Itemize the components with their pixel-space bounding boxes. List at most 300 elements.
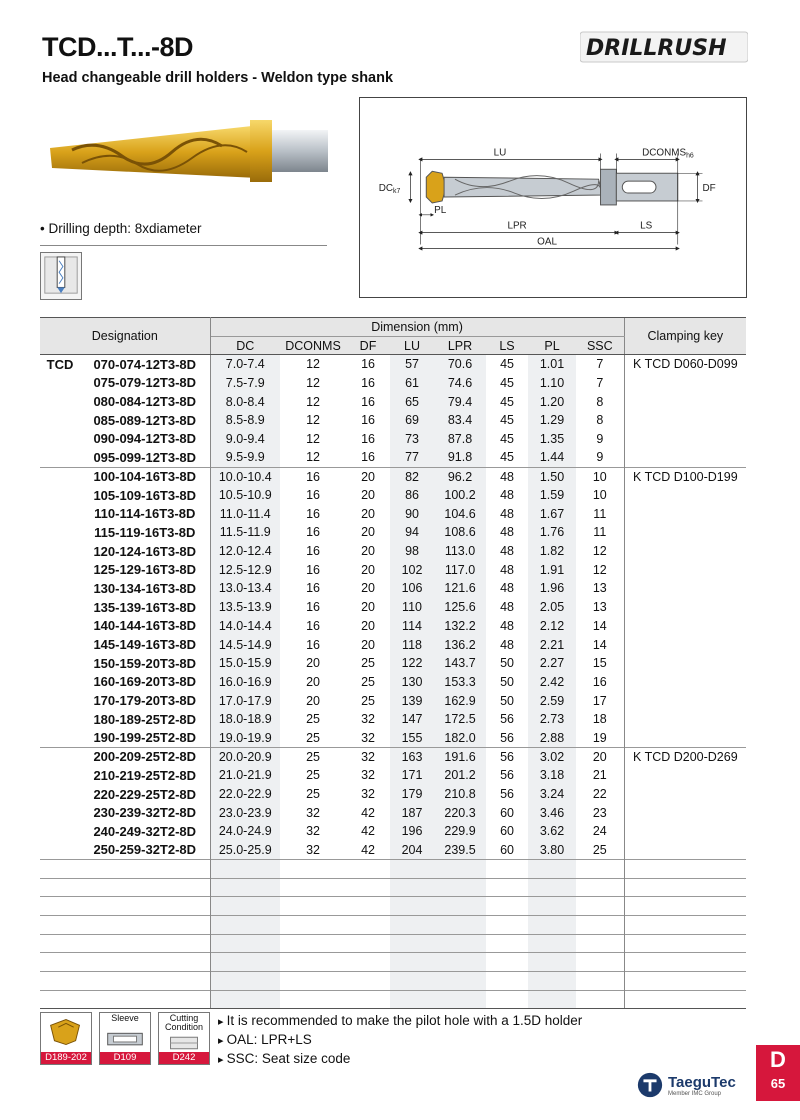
df-cell: 16 <box>361 431 375 446</box>
table-row <box>40 617 746 636</box>
designation-prefix <box>40 691 80 710</box>
lpr-cell: 182.0 <box>434 729 486 748</box>
designation-prefix <box>40 486 80 505</box>
label-lpr: LPR <box>507 220 527 232</box>
pl-cell: 3.24 <box>528 785 576 804</box>
designation-prefix <box>40 785 80 804</box>
clamping-key-cell <box>624 411 746 430</box>
lpr-cell: 153.3 <box>434 673 486 692</box>
lu-cell: 171 <box>390 766 434 785</box>
dconms-cell: 16 <box>306 618 320 633</box>
dc-cell: 20.0-20.9 <box>210 747 280 766</box>
table-row <box>40 504 746 523</box>
clamping-key-cell <box>624 504 746 523</box>
lpr-cell: 210.8 <box>434 785 486 804</box>
lu-cell: 147 <box>390 710 434 729</box>
lpr-cell: 172.5 <box>434 710 486 729</box>
lu-cell: 86 <box>390 486 434 505</box>
lu-cell: 139 <box>390 691 434 710</box>
header-dimension: Dimension (mm) <box>210 318 624 337</box>
pl-cell: 2.59 <box>528 691 576 710</box>
dconms-cell: 12 <box>306 357 320 372</box>
dc-cell: 18.0-18.9 <box>210 710 280 729</box>
note-item: ▸ SSC: Seat size code <box>218 1050 582 1069</box>
clamping-key-cell <box>624 617 746 636</box>
lpr-cell: 143.7 <box>434 654 486 673</box>
drill-head-icon[interactable]: D189-202 <box>40 1012 92 1065</box>
clamping-key-cell <box>624 448 746 467</box>
lpr-cell: 191.6 <box>434 747 486 766</box>
header-clamping-key: Clamping key <box>624 318 746 355</box>
designation-prefix <box>40 448 80 467</box>
cutting-condition-icon[interactable]: Cutting Condition D242 <box>158 1012 210 1065</box>
ls-cell: 45 <box>500 413 514 428</box>
page-tab <box>756 1045 800 1101</box>
ls-cell: 56 <box>500 730 514 745</box>
designation-prefix <box>40 841 80 860</box>
dc-cell: 8.5-8.9 <box>210 411 280 430</box>
pl-cell: 2.42 <box>528 673 576 692</box>
dimension-diagram <box>359 97 747 298</box>
df-cell: 16 <box>361 357 375 372</box>
designation-cell: 095-099-12T3-8D <box>80 448 210 467</box>
pl-cell: 1.44 <box>528 448 576 467</box>
df-cell: 42 <box>361 842 375 857</box>
table-row <box>40 766 746 785</box>
lpr-cell: 96.2 <box>434 467 486 486</box>
df-cell: 20 <box>361 544 375 559</box>
designation-cell: 110-114-16T3-8D <box>80 504 210 523</box>
lu-cell: 94 <box>390 523 434 542</box>
dconms-cell: 16 <box>306 581 320 596</box>
dc-cell: 10.5-10.9 <box>210 486 280 505</box>
ls-cell: 56 <box>500 768 514 783</box>
lu-cell: 102 <box>390 560 434 579</box>
lu-cell: 118 <box>390 635 434 654</box>
ls-cell: 48 <box>500 637 514 652</box>
dc-cell: 9.5-9.9 <box>210 448 280 467</box>
designation-cell: 115-119-16T3-8D <box>80 523 210 542</box>
table-row <box>40 430 746 449</box>
dc-cell: 7.0-7.4 <box>210 355 280 374</box>
ls-cell: 50 <box>500 656 514 671</box>
lu-cell: 57 <box>390 355 434 374</box>
clamping-key-cell <box>624 691 746 710</box>
ls-cell: 50 <box>500 693 514 708</box>
drill-holder-image <box>42 108 332 203</box>
pl-cell: 1.29 <box>528 411 576 430</box>
clamping-key-cell <box>624 542 746 561</box>
lpr-cell: 239.5 <box>434 841 486 860</box>
table-row <box>40 729 746 748</box>
ssc-cell: 21 <box>592 768 607 783</box>
dc-cell: 17.0-17.9 <box>210 691 280 710</box>
clamping-key-cell <box>624 841 746 860</box>
dconms-cell: 20 <box>306 656 320 671</box>
lu-cell: 187 <box>390 803 434 822</box>
ssc-cell: 14 <box>592 618 607 633</box>
table-row <box>40 523 746 542</box>
dc-cell: 23.0-23.9 <box>210 803 280 822</box>
designation-cell: 100-104-16T3-8D <box>80 467 210 486</box>
designation-prefix <box>40 803 80 822</box>
ssc-cell: 15 <box>592 656 607 671</box>
df-cell: 20 <box>346 467 390 486</box>
ls-cell: 48 <box>486 467 528 486</box>
clamping-key-cell <box>624 523 746 542</box>
dconms-cell: 16 <box>306 525 320 540</box>
ls-cell: 48 <box>500 581 514 596</box>
designation-prefix <box>40 729 80 748</box>
dconms-cell: 25 <box>306 730 320 745</box>
dc-cell: 12.0-12.4 <box>210 542 280 561</box>
designation-cell: 085-089-12T3-8D <box>80 411 210 430</box>
dconms-cell: 16 <box>306 544 320 559</box>
table-row <box>40 841 746 860</box>
df-cell: 16 <box>361 450 375 465</box>
dc-cell: 8.0-8.4 <box>210 392 280 411</box>
dc-cell: 13.0-13.4 <box>210 579 280 598</box>
df-cell: 20 <box>361 618 375 633</box>
dc-cell: 12.5-12.9 <box>210 560 280 579</box>
lu-cell: 65 <box>390 392 434 411</box>
clamping-key-cell <box>624 486 746 505</box>
dc-cell: 14.0-14.4 <box>210 617 280 636</box>
lu-cell: 122 <box>390 654 434 673</box>
pl-cell: 1.35 <box>528 430 576 449</box>
designation-cell: 180-189-25T2-8D <box>80 710 210 729</box>
dconms-cell: 16 <box>306 600 320 615</box>
clamping-key-cell <box>624 729 746 748</box>
label-pl: PL <box>434 204 447 216</box>
pl-cell: 2.27 <box>528 654 576 673</box>
ls-cell: 48 <box>500 544 514 559</box>
df-cell: 16 <box>361 375 375 390</box>
ls-cell: 45 <box>500 394 514 409</box>
designation-prefix: TCD <box>46 356 74 372</box>
label-oal: OAL <box>537 236 557 248</box>
table-row <box>40 355 746 374</box>
clamping-key-cell <box>624 822 746 841</box>
lu-cell: 98 <box>390 542 434 561</box>
ssc-cell: 8 <box>596 413 604 428</box>
ssc-cell: 13 <box>592 600 607 615</box>
ls-cell: 48 <box>500 488 514 503</box>
empty-row <box>40 953 746 972</box>
ssc-cell: 17 <box>592 693 607 708</box>
ls-cell: 56 <box>486 747 528 766</box>
designation-cell: 080-084-12T3-8D <box>80 392 210 411</box>
pl-cell: 2.12 <box>528 617 576 636</box>
dconms-cell: 12 <box>306 375 320 390</box>
designation-prefix <box>40 411 80 430</box>
lu-cell: 90 <box>390 504 434 523</box>
table-row <box>40 392 746 411</box>
empty-row <box>40 916 746 935</box>
df-cell: 32 <box>361 730 375 745</box>
reference-icons <box>40 1012 210 1068</box>
table-row <box>40 467 746 486</box>
clamping-key-cell <box>624 766 746 785</box>
lu-cell: 77 <box>390 448 434 467</box>
df-cell: 20 <box>361 581 375 596</box>
lpr-cell: 220.3 <box>434 803 486 822</box>
page-number: 65 <box>770 1076 786 1091</box>
ls-cell: 45 <box>500 431 514 446</box>
designation-cell: 210-219-25T2-8D <box>80 766 210 785</box>
designation-cell: 070-074-12T3-8D <box>80 355 210 374</box>
lpr-cell: 121.6 <box>434 579 486 598</box>
clamping-key-cell <box>624 598 746 617</box>
designation-cell: 130-134-16T3-8D <box>80 579 210 598</box>
lpr-cell: 132.2 <box>434 617 486 636</box>
lu-cell: 69 <box>390 411 434 430</box>
ls-cell: 45 <box>500 450 514 465</box>
designation-cell: 105-109-16T3-8D <box>80 486 210 505</box>
lu-cell: 114 <box>390 617 434 636</box>
table-body <box>40 355 746 1009</box>
df-cell: 32 <box>346 747 390 766</box>
df-cell: 32 <box>361 768 375 783</box>
ssc-cell: 23 <box>592 805 607 820</box>
dconms-cell: 25 <box>280 747 346 766</box>
header-ssc: SSC <box>576 336 624 355</box>
pl-cell: 2.21 <box>528 635 576 654</box>
clamping-key-cell <box>624 392 746 411</box>
designation-prefix <box>40 579 80 598</box>
lu-cell: 155 <box>390 729 434 748</box>
table-row <box>40 579 746 598</box>
table-row <box>40 635 746 654</box>
designation-prefix <box>40 374 80 393</box>
dc-cell: 10.0-10.4 <box>210 467 280 486</box>
label-dc: $DC_{k7}$ <box>378 183 401 196</box>
ssc-cell: 12 <box>592 544 607 559</box>
lpr-cell: 162.9 <box>434 691 486 710</box>
header-lu: LU <box>390 336 434 355</box>
designation-prefix <box>40 523 80 542</box>
lu-cell: 196 <box>390 822 434 841</box>
lpr-cell: 229.9 <box>434 822 486 841</box>
lpr-cell: 113.0 <box>434 542 486 561</box>
empty-row <box>40 934 746 953</box>
clamping-key-cell <box>624 710 746 729</box>
header-dconms: DCONMS <box>280 336 346 355</box>
df-cell: 42 <box>361 824 375 839</box>
designation-cell: 135-139-16T3-8D <box>80 598 210 617</box>
table-row <box>40 785 746 804</box>
table-row <box>40 560 746 579</box>
designation-cell: 230-239-32T2-8D <box>80 803 210 822</box>
df-cell: 20 <box>361 637 375 652</box>
designation-cell: 250-259-32T2-8D <box>80 841 210 860</box>
designation-prefix <box>40 747 80 766</box>
dc-cell: 13.5-13.9 <box>210 598 280 617</box>
label-lu: LU <box>493 147 507 159</box>
ls-cell: 60 <box>500 824 514 839</box>
clamping-key-cell <box>624 374 746 393</box>
empty-row <box>40 897 746 916</box>
designation-cell: 140-144-16T3-8D <box>80 617 210 636</box>
designation-prefix <box>40 654 80 673</box>
dconms-cell: 20 <box>306 693 320 708</box>
ssc-cell: 9 <box>596 450 604 465</box>
clamping-key-cell <box>624 635 746 654</box>
dconms-cell: 20 <box>306 674 320 689</box>
ssc-cell: 25 <box>592 842 607 857</box>
pl-cell: 1.67 <box>528 504 576 523</box>
pl-cell: 2.73 <box>528 710 576 729</box>
pl-cell: 3.18 <box>528 766 576 785</box>
note-item: ▸ It is recommended to make the pilot hole with a 1.5D holder <box>218 1012 582 1031</box>
table-row <box>40 710 746 729</box>
lpr-cell: 100.2 <box>434 486 486 505</box>
pl-cell: 1.76 <box>528 523 576 542</box>
designation-cell: 200-209-25T2-8D <box>80 747 210 766</box>
designation-prefix <box>40 392 80 411</box>
lpr-cell: 104.6 <box>434 504 486 523</box>
header-ls: LS <box>486 336 528 355</box>
ls-cell: 48 <box>500 525 514 540</box>
pl-cell: 2.88 <box>528 729 576 748</box>
ssc-cell: 7 <box>596 375 604 390</box>
designation-cell: 240-249-32T2-8D <box>80 822 210 841</box>
pl-cell: 1.96 <box>528 579 576 598</box>
ls-cell: 60 <box>500 842 514 857</box>
section-letter: D <box>770 1047 786 1072</box>
df-cell: 20 <box>361 600 375 615</box>
dconms-cell: 16 <box>280 467 346 486</box>
designation-prefix <box>40 822 80 841</box>
notes <box>218 1012 582 1069</box>
pl-cell: 1.50 <box>528 467 576 486</box>
df-cell: 16 <box>361 413 375 428</box>
dconms-cell: 12 <box>306 413 320 428</box>
lu-cell: 110 <box>390 598 434 617</box>
ls-cell: 48 <box>500 618 514 633</box>
lpr-cell: 201.2 <box>434 766 486 785</box>
table-row <box>40 654 746 673</box>
lpr-cell: 117.0 <box>434 560 486 579</box>
dc-cell: 19.0-19.9 <box>210 729 280 748</box>
divider <box>40 245 327 246</box>
clamping-key-cell <box>624 803 746 822</box>
lu-cell: 73 <box>390 430 434 449</box>
label-df: DF <box>702 183 716 195</box>
df-cell: 32 <box>361 787 375 802</box>
dconms-cell: 32 <box>306 824 320 839</box>
ssc-cell: 10 <box>592 488 607 503</box>
df-cell: 42 <box>361 805 375 820</box>
table-row <box>40 486 746 505</box>
lu-cell: 163 <box>390 747 434 766</box>
df-cell: 25 <box>361 693 375 708</box>
dconms-cell: 12 <box>306 394 320 409</box>
dconms-cell: 12 <box>306 450 320 465</box>
dconms-cell: 25 <box>306 712 320 727</box>
df-cell: 20 <box>361 488 375 503</box>
dc-cell: 14.5-14.9 <box>210 635 280 654</box>
df-cell: 20 <box>361 562 375 577</box>
df-cell: 20 <box>361 506 375 521</box>
designation-prefix <box>40 504 80 523</box>
dconms-cell: 32 <box>306 805 320 820</box>
ls-cell: 45 <box>500 375 514 390</box>
header-dc: DC <box>210 336 280 355</box>
lu-cell: 130 <box>390 673 434 692</box>
empty-row <box>40 990 746 1009</box>
table-row <box>40 374 746 393</box>
table-row <box>40 822 746 841</box>
dc-cell: 11.0-11.4 <box>210 504 280 523</box>
ssc-cell: 12 <box>592 562 607 577</box>
table-row <box>40 598 746 617</box>
pl-cell: 3.80 <box>528 841 576 860</box>
lpr-cell: 79.4 <box>434 392 486 411</box>
header-pl: PL <box>528 336 576 355</box>
designation-prefix <box>40 560 80 579</box>
dc-cell: 16.0-16.9 <box>210 673 280 692</box>
drilling-depth-note: • Drilling depth: 8xdiameter <box>40 221 202 236</box>
dc-cell: 15.0-15.9 <box>210 654 280 673</box>
pl-cell: 3.46 <box>528 803 576 822</box>
pl-cell: 1.82 <box>528 542 576 561</box>
ssc-cell: 18 <box>592 712 607 727</box>
pl-cell: 1.01 <box>528 355 576 374</box>
df-cell: 25 <box>361 674 375 689</box>
lpr-cell: 70.6 <box>434 355 486 374</box>
ssc-cell: 10 <box>576 467 624 486</box>
clamping-key-cell: K TCD D060-D099 <box>624 355 746 374</box>
sleeve-icon[interactable]: Sleeve D109 <box>99 1012 151 1065</box>
pl-cell: 3.62 <box>528 822 576 841</box>
ls-cell: 50 <box>500 674 514 689</box>
ls-cell: 48 <box>500 506 514 521</box>
ls-cell: 48 <box>500 600 514 615</box>
dc-cell: 11.5-11.9 <box>210 523 280 542</box>
label-dconms: $DCONMS_{h6}$ <box>642 147 694 160</box>
clamping-key-cell: K TCD D100-D199 <box>624 467 746 486</box>
dconms-cell: 12 <box>306 431 320 446</box>
designation-cell: 170-179-20T3-8D <box>80 691 210 710</box>
ls-cell: 56 <box>500 712 514 727</box>
designation-cell: 075-079-12T3-8D <box>80 374 210 393</box>
dconms-cell: 16 <box>306 488 320 503</box>
df-cell: 32 <box>361 712 375 727</box>
ssc-cell: 22 <box>592 787 607 802</box>
designation-cell: 090-094-12T3-8D <box>80 430 210 449</box>
page-subtitle: Head changeable drill holders - Weldon type shank <box>42 70 394 86</box>
lpr-cell: 108.6 <box>434 523 486 542</box>
dc-cell: 7.5-7.9 <box>210 374 280 393</box>
clamping-key-cell <box>624 673 746 692</box>
designation-cell: 150-159-20T3-8D <box>80 654 210 673</box>
pl-cell: 3.02 <box>528 747 576 766</box>
ls-cell: 45 <box>500 357 514 372</box>
designation-cell: 160-169-20T3-8D <box>80 673 210 692</box>
dconms-cell: 16 <box>306 562 320 577</box>
designation-cell: 120-124-16T3-8D <box>80 542 210 561</box>
ssc-cell: 14 <box>592 637 607 652</box>
dconms-cell: 25 <box>306 768 320 783</box>
ssc-cell: 16 <box>592 674 607 689</box>
df-cell: 16 <box>361 394 375 409</box>
drilling-depth-icon <box>40 252 82 300</box>
designation-prefix <box>40 635 80 654</box>
ls-cell: 56 <box>500 787 514 802</box>
clamping-key-cell <box>624 785 746 804</box>
designation-prefix <box>40 598 80 617</box>
